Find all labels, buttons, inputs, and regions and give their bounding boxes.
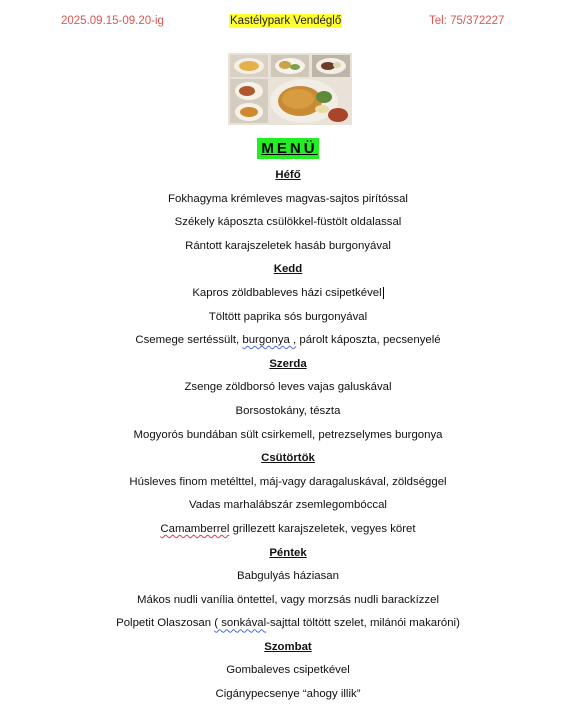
menu-item: Fokhagyma krémleves magvas-sajtos pirítóssal <box>168 192 408 205</box>
menu-title: MENÜ <box>257 138 318 159</box>
menu-item: Mákos nudli vanília öntettel, vagy morzsás nudli barackízzel <box>137 593 439 606</box>
menu-item: Babgulyás háziasan <box>237 570 339 583</box>
menu-item: Vadas marhalábszár zsemlegombóccal <box>189 499 387 512</box>
menu-item: Mogyorós bundában sült csirkemell, petrezselymes burgonya <box>133 428 443 441</box>
restaurant-name: Kastélypark Vendéglő <box>230 15 342 27</box>
menu-item: Gombaleves csipetkével <box>226 664 350 677</box>
day-heading-saturday: Szombat <box>264 640 312 653</box>
menu-list <box>0 164 576 707</box>
menu-item: Székely káposzta csülökkel-füstölt oldalassal <box>174 216 402 229</box>
menu-item: Borsostokány, tészta <box>235 404 341 417</box>
title-wrapper <box>0 138 576 159</box>
date-range: 2025.09.15-09.20-ig <box>61 15 164 27</box>
text-cursor <box>383 287 384 299</box>
spellcheck-mark: Camamberrel <box>160 522 230 535</box>
menu-item: Zsenge zöldborsó leves vajas galuskával <box>184 381 392 394</box>
menu-item: Cigánypecsenye “ahogy illik” <box>215 688 361 701</box>
spellcheck-mark: burgonya , <box>242 334 297 347</box>
menu-item-text: Polpetit Olaszosan ( sonkával-sajttal töltött szelet, milánói makaróni) <box>116 617 460 630</box>
menu-item-text: Camamberrel grillezett karajszeletek, vegyes köret <box>160 522 416 535</box>
menu-item <box>0 282 576 306</box>
menu-item: Húsleves finom metélttel, máj-vagy daragaluskával, zöldséggel <box>129 475 447 488</box>
day-heading-thursday: Csütörtök <box>261 452 315 465</box>
day-heading-tuesday: Kedd <box>273 263 303 276</box>
phone-number: Tel: 75/372227 <box>429 15 505 27</box>
menu-item-text: Csemege sertéssült, burgonya , párolt káposzta, pecsenyelé <box>135 334 441 347</box>
menu-item <box>0 329 576 353</box>
menu-item-text: Kapros zöldbableves házi csipetkével <box>192 286 382 299</box>
menu-item: Rántott karajszeletek hasáb burgonyával <box>185 239 391 252</box>
day-heading-friday: Péntek <box>269 546 307 559</box>
menu-item <box>0 612 576 636</box>
day-heading-wednesday: Szerda <box>269 357 307 370</box>
header <box>0 15 576 31</box>
food-collage-image <box>228 53 352 125</box>
menu-item <box>0 518 576 542</box>
spellcheck-mark: ( sonkával <box>214 617 267 630</box>
menu-item: Töltött paprika sós burgonyával <box>208 310 368 323</box>
day-heading-monday: Héfő <box>275 169 301 181</box>
